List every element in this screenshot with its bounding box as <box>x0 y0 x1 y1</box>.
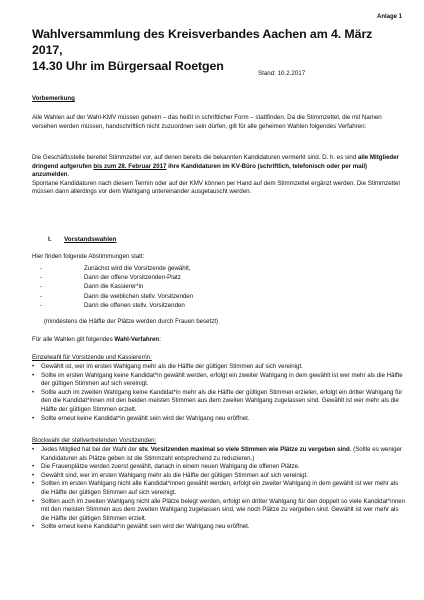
list-item: - Dann der offene Vorsitzenden-Platz <box>40 274 181 282</box>
einzelwahl-heading: Einzelwahl für Vorsitzende und Kassierer/in: <box>32 354 152 361</box>
title-line-2: 14.30 Uhr im Bürgersaal Roetgen <box>32 59 224 73</box>
wahlverfahren-line: Für alle Wahlen gilt folgendes Wahl-Verfahren: <box>32 336 161 343</box>
blockwahl-list <box>32 446 406 532</box>
p2-deadline: bis zum 28. Februar 2017 <box>93 162 167 170</box>
list-item: • Sollten auch im zweiten Wahlgang nicht alle Plätze belegt werden, erfolgt ein dritter Wahlgang für den doppelt so viele Kandidat*innen mit den meisten Stimmen aus dem zweiten Wahlgang zugelassen sind, wie noch Plätze zu vergeben sind. Gewählt ist wer mehr als die Hälfte der gültigen Stimmen erzielt. <box>32 497 406 522</box>
steps-note: (mindestens die Hälfte der Plätze werden durch Frauen besetzt) <box>44 318 219 325</box>
einzelwahl-list <box>32 363 406 423</box>
section-intro: Hier finden folgende Abstimmungen statt: <box>32 253 145 260</box>
blockwahl-bold-rule: stv. Vorsitzenden maximal so viele Stimmen wie Plätze zu vergeben sind <box>138 446 350 453</box>
list-item: • Die Frauenplätze werden zuerst gewählt, danach in einem neuen Wahlgang die offenen Plätze. <box>32 463 300 471</box>
list-item: • Sollte erneut keine Kandidat*in gewählt sein wird der Wahlgang neu eröffnet. <box>32 414 250 422</box>
p2-period: . <box>67 171 70 179</box>
list-item: • Gewählt ist, wer im ersten Wahlgang mehr als die Hälfte der gültigen Stimmen auf sich vereinigt. <box>32 363 303 370</box>
list-item: • Sollten im ersten Wahlgang nicht alle Kandidat*innen gewählt werden, erfolgt ein zweiter Wahlgang in dem gewählt ist wer mehr als die Hälfte der gültigen Stimmen auf sich vereinigt. <box>32 480 399 496</box>
list-item: - Dann die offenen stellv. Vorsitzenden <box>40 301 185 309</box>
p2-bold-register: ihre Kandidaturen im KV-Büro (schriftlich, telefonisch oder per mail) anzumelden <box>32 162 368 179</box>
list-item: • Sollte auch im zweiten Wahlgang keine Kandidat*in mehr als die Hälfte der gültigen Stimmen erzielen, erfolgt ein dritter Wahlgang für den die Kandidat*innen mit den beiden meisten Stimmen aus dem zweiten Wahlgang zugelassen sind. Gewählt ist wer mehr als die Hälfte der gültigen Stimmen erzielt. <box>32 388 403 413</box>
vorbemerkung-paragraph-2 <box>32 154 404 197</box>
steps-list <box>40 264 193 310</box>
document-title <box>32 26 402 74</box>
list-item: • Jedes Mitglied hat bei der Wahl der stv. Vorsitzenden maximal so viele Stimmen wie Plätze zu vergeben sind. (Sollte es weniger Kandidaturen als Plätze geben ist die Stimmzahl entsprechend zu reduzieren.) <box>32 446 402 462</box>
annex-label: Anlage 1 <box>376 14 402 20</box>
stand-date: Stand: 10.2.2017 <box>258 70 306 77</box>
list-item: • Gewählt sind, wer im ersten Wahlgang mehr als die Hälfte der gültigen Stimmen auf sich vereinigt. <box>32 471 309 479</box>
list-item: • Sollte erneut keine Kandidat*in gewählt sein wird der Wahlgang neu eröffnet. <box>32 523 250 531</box>
wahlverfahren-bold: Wahl-Verfahren <box>114 336 160 343</box>
title-line-1: Wahlversammlung des Kreisverbandes Aachen am 4. März 2017, <box>32 27 373 57</box>
list-item: - Dann die Kassierer*in <box>40 283 144 291</box>
section-title: Vorstandswahlen <box>64 236 117 243</box>
vorbemerkung-heading: Vorbemerkung <box>32 95 75 102</box>
list-item: • Sollte im ersten Wahlgang keine Kandidat*in gewählt werden, erfolgt ein zweiter Wahlgang in dem gewählt ist wer mehr als die Hälfte der gültigen Stimmen auf sich vereinigt. <box>32 371 403 388</box>
p2-text-f: Spontane Kandidaturen nach diesem Termin oder auf der KMV können per Hand auf dem Stimmzettel ergänzt werden. Die Stimmzettel müssen dann allerdings vor dem Wahlgang untereinander ausgetauscht werden. <box>32 179 400 196</box>
p2-text-a: Die Geschäftsstelle bereitet Stimmzettel vor, auf denen bereits die bekannten Kandidaturen vermerkt sind. D. h. es sind <box>32 154 358 161</box>
section-heading <box>48 236 116 243</box>
blockwahl-heading: Blockwahl der stellvertretenden Vorsitzenden: <box>32 437 157 444</box>
p2-bold-call: alle Mitglieder dringend aufgerufen <box>32 154 399 170</box>
section-number: I. <box>48 236 52 243</box>
list-item: - Dann die weiblichen stellv. Vorsitzenden <box>40 292 194 300</box>
vorbemerkung-paragraph-1: Alle Wahlen auf der Wahl-KMV müssen geheim – das heißt in schriftlicher Form – stattfinden. Da die Stimmzettel, die mit Namen versehen werden müssen, handschriftlich nicht zuzuordnen sein dürfen, gilt für alle geheimen Wahlen folgendes Verfahren: <box>32 114 382 130</box>
list-item: - Zunächst wird die Vorsitzende gewählt, <box>40 265 191 272</box>
